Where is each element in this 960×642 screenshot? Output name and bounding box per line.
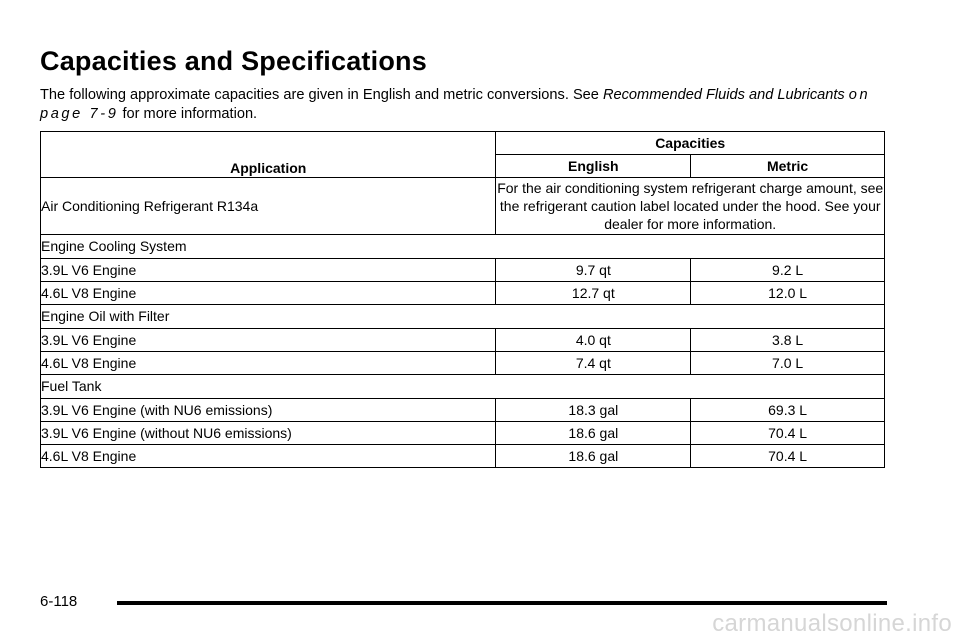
ac-refrigerant-note: For the air conditioning system refrigerant charge amount, see the refrigerant caution label located under the hood. See your dealer for more information. [496,178,885,235]
footer-rule [117,601,887,605]
table-row [41,422,885,445]
page-reference-link[interactable]: on page 7-9 [40,87,871,122]
english-value: 18.6 gal [496,445,691,468]
section-row [41,235,885,259]
english-header: English [496,155,691,178]
section-row [41,375,885,399]
english-value: 4.0 qt [496,329,691,352]
item-name: 4.6L V8 Engine [41,445,496,468]
capacities-table [40,131,885,468]
table-row [41,445,885,468]
table-header-row [41,132,885,155]
metric-header: Metric [691,155,885,178]
metric-value: 7.0 L [691,352,885,375]
english-value: 9.7 qt [496,259,691,282]
metric-value: 3.8 L [691,329,885,352]
metric-value: 70.4 L [691,445,885,468]
table-row [41,282,885,305]
english-value: 12.7 qt [496,282,691,305]
item-name: 3.9L V6 Engine [41,259,496,282]
intro-paragraph [40,86,900,124]
table-row [41,352,885,375]
recommended-fluids-link[interactable]: Recommended Fluids and Lubricants [602,87,845,103]
english-value: 7.4 qt [496,352,691,375]
table-row [41,178,885,235]
table-row [41,399,885,422]
intro-text-after: for more information. [118,106,258,122]
section-label: Engine Oil with Filter [41,305,885,329]
page-title: Capacities and Specifications [40,46,427,76]
metric-value: 12.0 L [691,282,885,305]
table-row [41,329,885,352]
item-name: 4.6L V8 Engine [41,282,496,305]
intro-text-before: The following approximate capacities are given in English and metric conversions. See [40,87,603,103]
metric-value: 70.4 L [691,422,885,445]
page-number: 6-118 [40,593,78,610]
section-row [41,305,885,329]
ac-refrigerant-label: Air Conditioning Refrigerant R134a [41,178,496,235]
metric-value: 69.3 L [691,399,885,422]
english-value: 18.6 gal [496,422,691,445]
watermark: carmanualsonline.info [712,610,952,637]
item-name: 4.6L V8 Engine [41,352,496,375]
metric-value: 9.2 L [691,259,885,282]
capacities-header: Capacities [496,132,885,155]
application-header: Application [41,132,496,178]
english-value: 18.3 gal [496,399,691,422]
section-label: Fuel Tank [41,375,885,399]
section-label: Engine Cooling System [41,235,885,259]
item-name: 3.9L V6 Engine (with NU6 emissions) [41,399,496,422]
item-name: 3.9L V6 Engine (without NU6 emissions) [41,422,496,445]
table-row [41,259,885,282]
item-name: 3.9L V6 Engine [41,329,496,352]
